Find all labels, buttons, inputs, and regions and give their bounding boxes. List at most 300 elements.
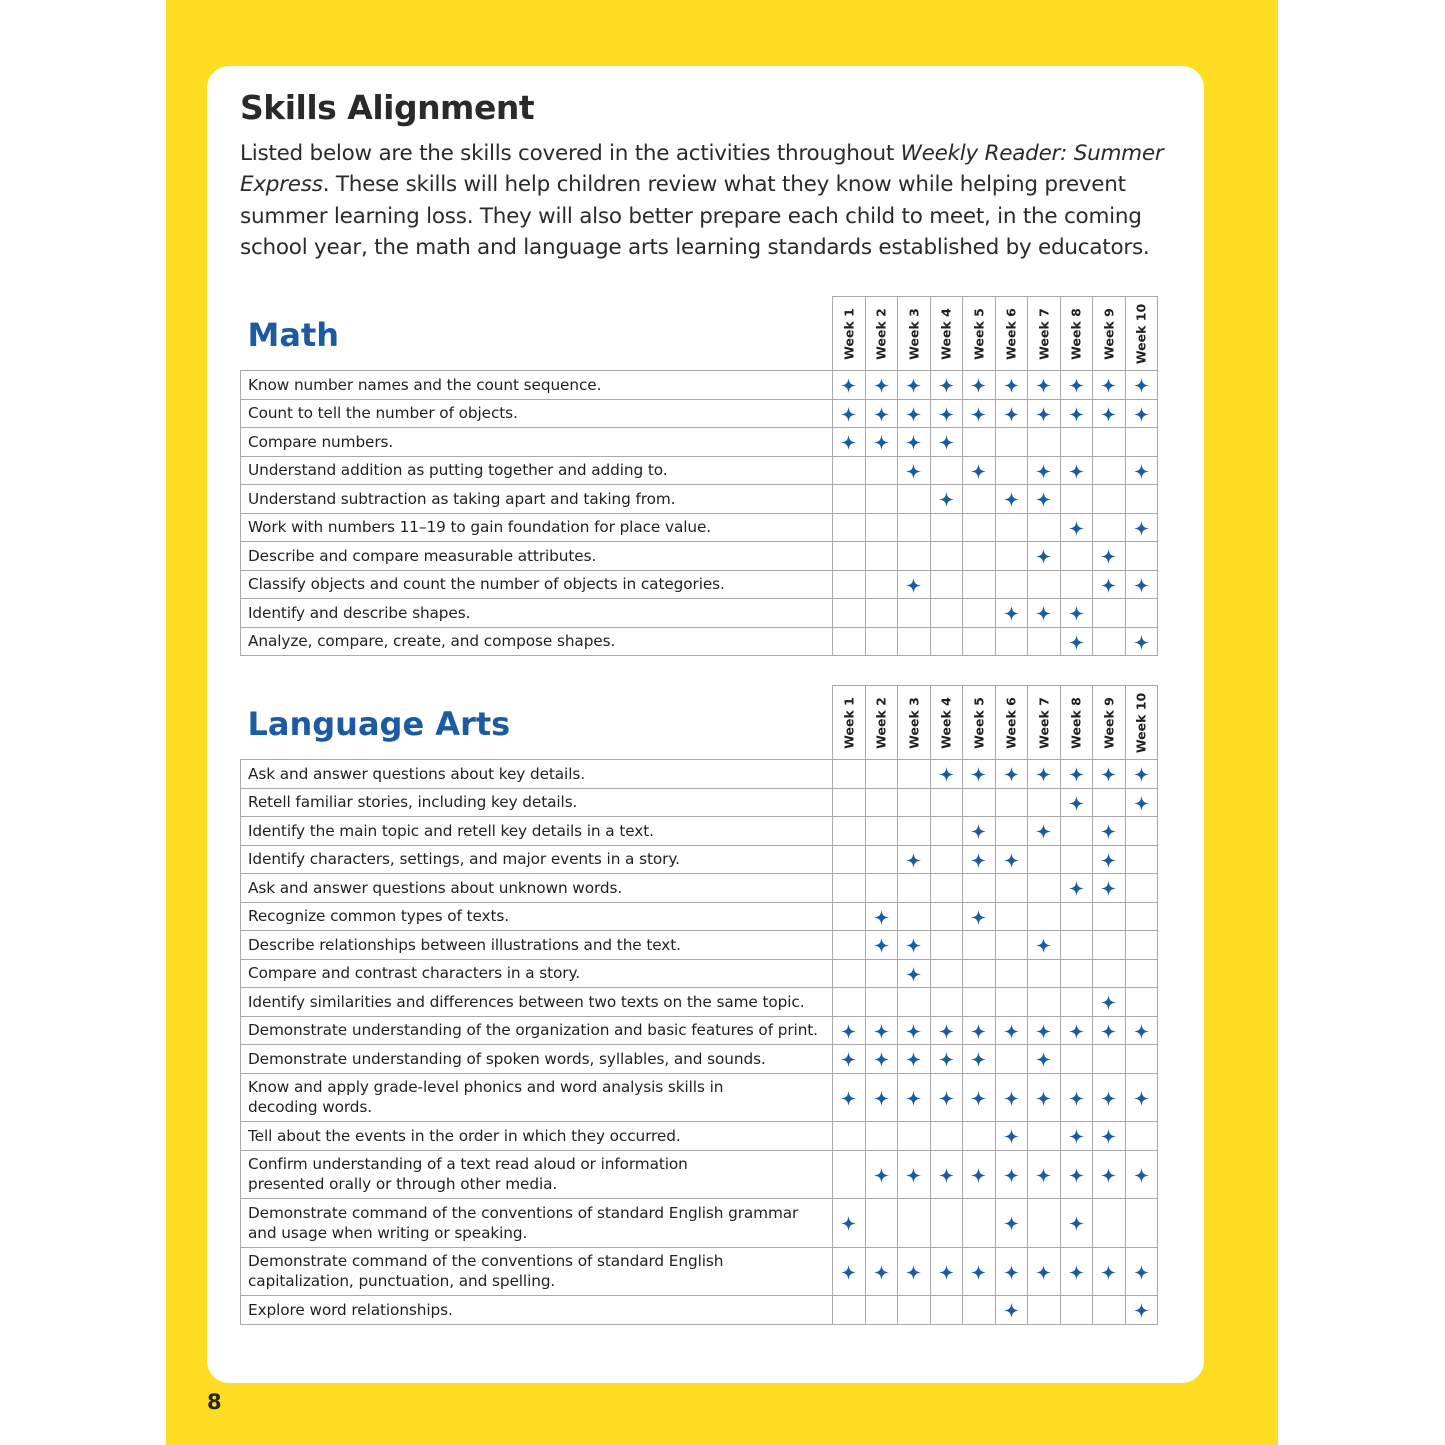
- language-arts-skill-row: [241, 1247, 1158, 1296]
- skill-label-line: Demonstrate command of the conventions of standard English grammar: [248, 1203, 799, 1222]
- language-arts-week-10-cell: [1125, 959, 1158, 988]
- math-week-3-cell: [898, 485, 931, 514]
- star-icon: [1101, 853, 1116, 868]
- week-label: Week 4: [938, 696, 954, 749]
- star-icon: [841, 378, 856, 393]
- language-arts-week-5-cell: [963, 1073, 996, 1122]
- language-arts-week-9-cell: [1093, 1199, 1126, 1248]
- language-arts-week-10-cell: [1125, 760, 1158, 789]
- math-skill-row: [241, 627, 1158, 656]
- language-arts-week-3-cell: [898, 902, 931, 931]
- week-label: Week 3: [906, 696, 922, 749]
- math-week-10-cell: [1125, 513, 1158, 542]
- skill-label: Tell about the events in the order in which they occurred.: [241, 1122, 833, 1151]
- language-arts-week-8-cell: [1060, 760, 1093, 789]
- language-arts-week-6-header: [995, 686, 1028, 760]
- skill-label-line: presented orally or through other media.: [248, 1175, 558, 1194]
- star-icon: [1004, 378, 1019, 393]
- star-icon: [1134, 521, 1149, 536]
- star-icon: [1069, 464, 1084, 479]
- language-arts-week-1-cell: [833, 874, 866, 903]
- star-icon: [906, 967, 921, 982]
- language-arts-week-4-header: [930, 686, 963, 760]
- math-skill-row: [241, 570, 1158, 599]
- star-icon: [906, 1265, 921, 1280]
- star-icon: [874, 378, 889, 393]
- star-icon: [1069, 1129, 1084, 1144]
- math-week-10-cell: [1125, 399, 1158, 428]
- math-week-5-cell: [963, 570, 996, 599]
- language-arts-week-9-cell: [1093, 1247, 1126, 1296]
- math-week-5-cell: [963, 513, 996, 542]
- star-icon: [1004, 1303, 1019, 1318]
- star-icon: [874, 1052, 889, 1067]
- math-week-3-cell: [898, 513, 931, 542]
- math-week-8-cell: [1060, 570, 1093, 599]
- star-icon: [939, 1091, 954, 1106]
- math-week-7-cell: [1028, 485, 1061, 514]
- star-icon: [874, 407, 889, 422]
- language-arts-week-4-cell: [930, 1199, 963, 1248]
- star-icon: [1101, 995, 1116, 1010]
- skill-label: Demonstrate understanding of spoken words, syllables, and sounds.: [241, 1045, 833, 1074]
- star-icon: [1069, 378, 1084, 393]
- language-arts-week-4-cell: [930, 902, 963, 931]
- language-arts-week-10-cell: [1125, 1247, 1158, 1296]
- language-arts-week-7-cell: [1028, 1016, 1061, 1045]
- math-week-3-cell: [898, 570, 931, 599]
- star-icon: [1004, 492, 1019, 507]
- page-title: Skills Alignment: [240, 88, 535, 127]
- language-arts-skill-row: [241, 817, 1158, 846]
- star-icon: [1069, 881, 1084, 896]
- skill-label: Ask and answer questions about key details.: [241, 760, 833, 789]
- star-icon: [906, 464, 921, 479]
- star-icon: [1101, 824, 1116, 839]
- language-arts-header-row: [241, 686, 1158, 760]
- language-arts-week-5-cell: [963, 902, 996, 931]
- math-week-1-cell: [833, 627, 866, 656]
- language-arts-week-8-header: [1060, 686, 1093, 760]
- math-week-6-cell: [995, 456, 1028, 485]
- math-week-2-cell: [865, 428, 898, 457]
- language-arts-week-4-cell: [930, 788, 963, 817]
- skill-label: Understand addition as putting together and adding to.: [241, 456, 833, 485]
- language-arts-week-4-cell: [930, 1247, 963, 1296]
- language-arts-week-1-cell: [833, 817, 866, 846]
- language-arts-week-9-cell: [1093, 902, 1126, 931]
- language-arts-week-1-cell: [833, 1150, 866, 1199]
- language-arts-week-10-header: [1125, 686, 1158, 760]
- skill-label: Analyze, compare, create, and compose shapes.: [241, 627, 833, 656]
- language-arts-week-5-cell: [963, 817, 996, 846]
- star-icon: [841, 435, 856, 450]
- language-arts-week-6-cell: [995, 902, 1028, 931]
- star-icon: [1036, 1265, 1051, 1280]
- language-arts-week-10-cell: [1125, 988, 1158, 1017]
- language-arts-week-3-cell: [898, 874, 931, 903]
- language-arts-week-5-cell: [963, 1150, 996, 1199]
- math-week-2-cell: [865, 371, 898, 400]
- star-icon: [1134, 578, 1149, 593]
- week-label: Week 6: [1003, 307, 1019, 360]
- star-icon: [841, 1091, 856, 1106]
- math-week-3-cell: [898, 399, 931, 428]
- star-icon: [874, 910, 889, 925]
- language-arts-week-1-cell: [833, 845, 866, 874]
- star-icon: [939, 1024, 954, 1039]
- language-arts-skill-row: [241, 1122, 1158, 1151]
- star-icon: [939, 1265, 954, 1280]
- language-arts-week-9-cell: [1093, 1296, 1126, 1325]
- math-week-5-cell: [963, 456, 996, 485]
- math-week-10-cell: [1125, 485, 1158, 514]
- language-arts-week-4-cell: [930, 1073, 963, 1122]
- language-arts-week-6-cell: [995, 760, 1028, 789]
- math-week-10-cell: [1125, 456, 1158, 485]
- math-week-3-cell: [898, 456, 931, 485]
- language-arts-week-3-cell: [898, 1296, 931, 1325]
- math-week-7-cell: [1028, 456, 1061, 485]
- star-icon: [971, 1265, 986, 1280]
- skill-label: Work with numbers 11–19 to gain foundation for place value.: [241, 513, 833, 542]
- language-arts-week-6-cell: [995, 788, 1028, 817]
- language-arts-week-3-cell: [898, 788, 931, 817]
- math-week-10-cell: [1125, 428, 1158, 457]
- intro-paragraph: [240, 138, 1170, 263]
- language-arts-week-5-cell: [963, 874, 996, 903]
- language-arts-week-9-cell: [1093, 931, 1126, 960]
- week-label: Week 1: [841, 696, 857, 749]
- star-icon: [1069, 407, 1084, 422]
- star-icon: [971, 910, 986, 925]
- language-arts-week-8-cell: [1060, 1296, 1093, 1325]
- star-icon: [1101, 549, 1116, 564]
- math-week-9-cell: [1093, 399, 1126, 428]
- week-label: Week 8: [1068, 696, 1084, 749]
- language-arts-week-2-cell: [865, 902, 898, 931]
- star-icon: [1004, 407, 1019, 422]
- language-arts-week-1-cell: [833, 1016, 866, 1045]
- math-week-9-cell: [1093, 456, 1126, 485]
- language-arts-week-7-cell: [1028, 902, 1061, 931]
- math-week-7-cell: [1028, 570, 1061, 599]
- skill-label: Retell familiar stories, including key details.: [241, 788, 833, 817]
- language-arts-week-1-header: [833, 686, 866, 760]
- week-label: Week 3: [906, 307, 922, 360]
- skill-label: [241, 1199, 833, 1248]
- language-arts-week-5-cell: [963, 788, 996, 817]
- star-icon: [1134, 378, 1149, 393]
- language-arts-week-9-cell: [1093, 1122, 1126, 1151]
- week-label: Week 2: [873, 696, 889, 749]
- language-arts-skill-row: [241, 1073, 1158, 1122]
- language-arts-week-7-cell: [1028, 874, 1061, 903]
- math-week-2-header: [865, 297, 898, 371]
- math-week-5-cell: [963, 428, 996, 457]
- star-icon: [1101, 1091, 1116, 1106]
- language-arts-week-6-cell: [995, 845, 1028, 874]
- math-week-1-cell: [833, 570, 866, 599]
- language-arts-week-8-cell: [1060, 1073, 1093, 1122]
- language-arts-week-2-cell: [865, 1199, 898, 1248]
- intro-text-start: Listed below are the skills covered in the activities throughout: [240, 141, 901, 166]
- math-week-7-cell: [1028, 542, 1061, 571]
- language-arts-week-6-cell: [995, 959, 1028, 988]
- star-icon: [1036, 938, 1051, 953]
- math-week-3-cell: [898, 542, 931, 571]
- skill-label: [241, 1247, 833, 1296]
- language-arts-week-1-cell: [833, 788, 866, 817]
- language-arts-week-3-cell: [898, 931, 931, 960]
- math-week-8-cell: [1060, 485, 1093, 514]
- language-arts-week-2-cell: [865, 1016, 898, 1045]
- math-week-1-cell: [833, 485, 866, 514]
- star-icon: [971, 853, 986, 868]
- language-arts-week-9-cell: [1093, 874, 1126, 903]
- math-week-8-cell: [1060, 599, 1093, 628]
- language-arts-week-9-cell: [1093, 817, 1126, 846]
- math-week-1-cell: [833, 542, 866, 571]
- language-arts-week-7-cell: [1028, 1073, 1061, 1122]
- language-arts-week-6-cell: [995, 1199, 1028, 1248]
- language-arts-week-4-cell: [930, 845, 963, 874]
- math-week-4-header: [930, 297, 963, 371]
- math-week-9-cell: [1093, 570, 1126, 599]
- language-arts-week-1-cell: [833, 760, 866, 789]
- math-week-6-cell: [995, 371, 1028, 400]
- math-week-8-cell: [1060, 456, 1093, 485]
- star-icon: [1036, 1168, 1051, 1183]
- language-arts-week-8-cell: [1060, 817, 1093, 846]
- language-arts-skill-row: [241, 959, 1158, 988]
- language-arts-skill-row: [241, 988, 1158, 1017]
- language-arts-week-2-cell: [865, 760, 898, 789]
- math-week-7-cell: [1028, 599, 1061, 628]
- math-skill-row: [241, 513, 1158, 542]
- language-arts-week-3-cell: [898, 1199, 931, 1248]
- language-arts-week-5-cell: [963, 1122, 996, 1151]
- math-week-10-cell: [1125, 542, 1158, 571]
- week-label: Week 4: [938, 307, 954, 360]
- star-icon: [1036, 492, 1051, 507]
- language-arts-week-5-cell: [963, 959, 996, 988]
- language-arts-week-9-cell: [1093, 1016, 1126, 1045]
- star-icon: [1134, 1024, 1149, 1039]
- language-arts-week-8-cell: [1060, 931, 1093, 960]
- star-icon: [874, 1265, 889, 1280]
- star-icon: [1101, 1024, 1116, 1039]
- math-week-7-cell: [1028, 513, 1061, 542]
- star-icon: [939, 492, 954, 507]
- star-icon: [874, 1024, 889, 1039]
- language-arts-week-10-cell: [1125, 1150, 1158, 1199]
- star-icon: [971, 1052, 986, 1067]
- skill-label: Identify similarities and differences between two texts on the same topic.: [241, 988, 833, 1017]
- language-arts-week-8-cell: [1060, 845, 1093, 874]
- star-icon: [874, 1168, 889, 1183]
- language-arts-skill-row: [241, 1199, 1158, 1248]
- math-week-8-cell: [1060, 513, 1093, 542]
- language-arts-week-7-cell: [1028, 1199, 1061, 1248]
- math-week-9-cell: [1093, 599, 1126, 628]
- language-arts-week-4-cell: [930, 1122, 963, 1151]
- language-arts-week-3-cell: [898, 959, 931, 988]
- math-week-8-cell: [1060, 428, 1093, 457]
- math-week-4-cell: [930, 542, 963, 571]
- skill-label: Demonstrate understanding of the organization and basic features of print.: [241, 1016, 833, 1045]
- math-skill-row: [241, 428, 1158, 457]
- star-icon: [841, 1216, 856, 1231]
- math-week-6-cell: [995, 599, 1028, 628]
- math-week-2-cell: [865, 513, 898, 542]
- week-label: Week 5: [971, 307, 987, 360]
- math-week-3-cell: [898, 371, 931, 400]
- language-arts-week-10-cell: [1125, 1016, 1158, 1045]
- skill-label-line: capitalization, punctuation, and spelling.: [248, 1272, 556, 1291]
- skill-label: Know number names and the count sequence.: [241, 371, 833, 400]
- language-arts-week-6-cell: [995, 1045, 1028, 1074]
- math-week-10-header: [1125, 297, 1158, 371]
- math-week-2-cell: [865, 542, 898, 571]
- skill-label: [241, 1073, 833, 1122]
- star-icon: [1036, 464, 1051, 479]
- skill-label: Describe relationships between illustrations and the text.: [241, 931, 833, 960]
- language-arts-week-2-cell: [865, 874, 898, 903]
- language-arts-week-8-cell: [1060, 988, 1093, 1017]
- language-arts-week-10-cell: [1125, 1073, 1158, 1122]
- math-week-5-cell: [963, 485, 996, 514]
- star-icon: [971, 1091, 986, 1106]
- math-skill-row: [241, 542, 1158, 571]
- math-week-2-cell: [865, 599, 898, 628]
- language-arts-week-1-cell: [833, 1247, 866, 1296]
- language-arts-week-1-cell: [833, 1045, 866, 1074]
- math-week-6-cell: [995, 428, 1028, 457]
- star-icon: [1036, 1052, 1051, 1067]
- language-arts-week-10-cell: [1125, 874, 1158, 903]
- language-arts-skill-row: [241, 845, 1158, 874]
- language-arts-week-2-cell: [865, 1247, 898, 1296]
- language-arts-week-3-cell: [898, 1150, 931, 1199]
- math-week-9-cell: [1093, 428, 1126, 457]
- star-icon: [1101, 407, 1116, 422]
- star-icon: [1134, 1265, 1149, 1280]
- week-label: Week 5: [971, 696, 987, 749]
- language-arts-week-3-cell: [898, 1122, 931, 1151]
- language-arts-week-10-cell: [1125, 1045, 1158, 1074]
- language-arts-skill-row: [241, 931, 1158, 960]
- language-arts-week-10-cell: [1125, 817, 1158, 846]
- math-week-3-cell: [898, 428, 931, 457]
- math-week-5-cell: [963, 371, 996, 400]
- star-icon: [906, 1168, 921, 1183]
- language-arts-skill-row: [241, 1045, 1158, 1074]
- week-label: Week 10: [1133, 692, 1149, 753]
- math-week-10-cell: [1125, 570, 1158, 599]
- star-icon: [1134, 407, 1149, 422]
- skill-label: Understand subtraction as taking apart and taking from.: [241, 485, 833, 514]
- math-week-8-header: [1060, 297, 1093, 371]
- language-arts-week-2-cell: [865, 817, 898, 846]
- math-week-6-cell: [995, 570, 1028, 599]
- language-arts-week-1-cell: [833, 1073, 866, 1122]
- math-week-5-cell: [963, 399, 996, 428]
- star-icon: [906, 407, 921, 422]
- language-arts-week-4-cell: [930, 1045, 963, 1074]
- language-arts-week-5-cell: [963, 1199, 996, 1248]
- language-arts-week-4-cell: [930, 817, 963, 846]
- skill-label: Compare and contrast characters in a story.: [241, 959, 833, 988]
- language-arts-week-9-cell: [1093, 959, 1126, 988]
- language-arts-week-8-cell: [1060, 1199, 1093, 1248]
- math-week-4-cell: [930, 371, 963, 400]
- math-week-4-cell: [930, 570, 963, 599]
- week-label: Week 9: [1101, 696, 1117, 749]
- math-week-1-cell: [833, 399, 866, 428]
- math-week-4-cell: [930, 599, 963, 628]
- language-arts-week-5-cell: [963, 1247, 996, 1296]
- math-week-8-cell: [1060, 542, 1093, 571]
- skill-label: Explore word relationships.: [241, 1296, 833, 1325]
- star-icon: [939, 767, 954, 782]
- language-arts-week-10-cell: [1125, 931, 1158, 960]
- language-arts-week-1-cell: [833, 1296, 866, 1325]
- math-week-9-cell: [1093, 513, 1126, 542]
- language-arts-week-7-cell: [1028, 1150, 1061, 1199]
- math-skill-row: [241, 485, 1158, 514]
- language-arts-week-5-header: [963, 686, 996, 760]
- language-arts-week-4-cell: [930, 1016, 963, 1045]
- math-week-10-cell: [1125, 627, 1158, 656]
- star-icon: [1036, 378, 1051, 393]
- star-icon: [1004, 1168, 1019, 1183]
- skill-label: Classify objects and count the number of objects in categories.: [241, 570, 833, 599]
- math-week-1-header: [833, 297, 866, 371]
- star-icon: [1101, 378, 1116, 393]
- language-arts-week-4-cell: [930, 874, 963, 903]
- language-arts-week-10-cell: [1125, 845, 1158, 874]
- language-arts-week-7-cell: [1028, 1122, 1061, 1151]
- language-arts-week-4-cell: [930, 959, 963, 988]
- star-icon: [1069, 767, 1084, 782]
- language-arts-week-8-cell: [1060, 1150, 1093, 1199]
- language-arts-week-1-cell: [833, 931, 866, 960]
- language-arts-week-8-cell: [1060, 1016, 1093, 1045]
- star-icon: [1004, 1216, 1019, 1231]
- week-label: Week 10: [1133, 303, 1149, 364]
- star-icon: [1101, 1265, 1116, 1280]
- language-arts-week-10-cell: [1125, 788, 1158, 817]
- star-icon: [1101, 1168, 1116, 1183]
- math-week-8-cell: [1060, 627, 1093, 656]
- language-arts-week-5-cell: [963, 1016, 996, 1045]
- language-arts-skill-row: [241, 874, 1158, 903]
- math-week-2-cell: [865, 485, 898, 514]
- language-arts-week-10-cell: [1125, 1199, 1158, 1248]
- skill-label-line: Demonstrate command of the conventions of standard English: [248, 1252, 724, 1271]
- language-arts-week-5-cell: [963, 845, 996, 874]
- language-arts-week-5-cell: [963, 1296, 996, 1325]
- math-week-4-cell: [930, 485, 963, 514]
- language-arts-week-6-cell: [995, 988, 1028, 1017]
- language-arts-week-4-cell: [930, 988, 963, 1017]
- math-week-3-cell: [898, 599, 931, 628]
- language-arts-week-9-cell: [1093, 788, 1126, 817]
- language-arts-week-4-cell: [930, 760, 963, 789]
- star-icon: [906, 1052, 921, 1067]
- math-week-2-cell: [865, 456, 898, 485]
